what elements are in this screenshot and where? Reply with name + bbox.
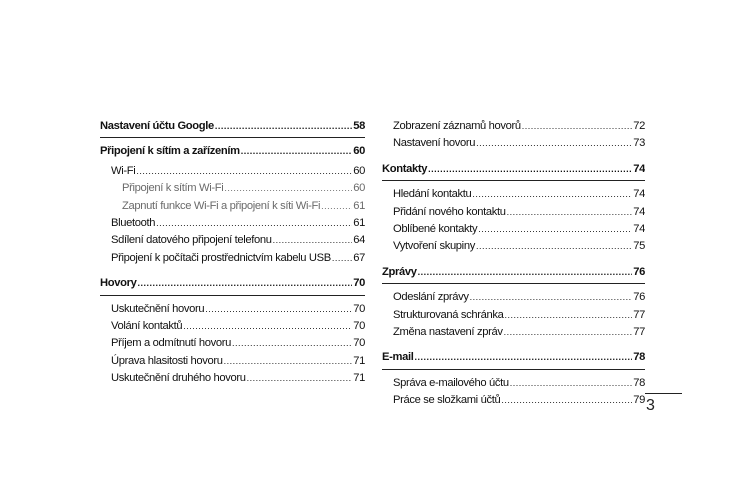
toc-item[interactable] <box>100 163 365 180</box>
toc-item-page: 61 <box>353 216 365 229</box>
toc-item-page: 78 <box>633 376 645 389</box>
toc-entry-page: 74 <box>633 162 645 175</box>
toc-item-page: 74 <box>633 205 645 218</box>
toc-item[interactable] <box>382 204 645 221</box>
toc-section-contacts[interactable] <box>382 161 645 178</box>
toc-item-title: Připojení k počítači prostřednictvím kabelu USB <box>111 251 331 264</box>
toc-item-title: Nastavení hovoru <box>393 137 476 150</box>
toc-item[interactable] <box>382 221 645 238</box>
toc-item-page: 71 <box>353 354 365 367</box>
toc-item-page: 77 <box>633 308 645 321</box>
toc-item[interactable] <box>100 318 365 335</box>
leader-dots <box>510 375 633 392</box>
toc-item-title: Oblíbené kontakty <box>393 222 478 235</box>
leader-dots <box>522 118 632 135</box>
leader-dots <box>472 186 632 203</box>
toc-entry-page: 78 <box>633 351 645 364</box>
toc-subitem-page: 60 <box>353 182 365 195</box>
toc-entry-page: 76 <box>633 265 645 278</box>
toc-item-page: 71 <box>353 372 365 385</box>
leader-dots <box>470 289 633 306</box>
toc-item[interactable] <box>100 301 365 318</box>
toc-item-page: 76 <box>633 291 645 304</box>
toc-item-page: 72 <box>633 120 645 132</box>
toc-item-page: 67 <box>353 251 365 264</box>
toc-item-title: Uskutečnění hovoru <box>111 302 205 315</box>
toc-item[interactable] <box>382 118 645 135</box>
toc-item[interactable] <box>382 238 645 255</box>
toc-item-page: 70 <box>353 337 365 350</box>
leader-dots <box>224 180 352 197</box>
leader-dots <box>232 335 352 352</box>
toc-item[interactable] <box>100 335 365 352</box>
leader-dots <box>504 324 633 341</box>
toc-entry-title: Nastavení účtu Google <box>100 120 214 132</box>
section-divider <box>382 180 645 181</box>
leader-dots <box>418 264 633 281</box>
toc-section-messages[interactable] <box>382 264 645 281</box>
leader-dots <box>414 349 632 366</box>
toc-section-connectivity[interactable] <box>100 143 365 160</box>
leader-dots <box>156 215 352 232</box>
toc-entry-title: Hovory <box>100 277 137 290</box>
leader-dots <box>241 143 353 160</box>
toc-item-page: 75 <box>633 240 645 253</box>
leader-dots <box>504 307 632 324</box>
toc-item-page: 60 <box>353 164 365 177</box>
toc-item-title: Příjem a odmítnutí hovoru <box>111 337 231 350</box>
toc-item-title: Vytvoření skupiny <box>393 240 475 253</box>
toc-item[interactable] <box>382 289 645 306</box>
toc-item-title: Strukturovaná schránka <box>393 308 504 321</box>
toc-left-column <box>100 118 365 387</box>
leader-dots <box>321 198 352 215</box>
toc-entry-page: 70 <box>353 277 365 290</box>
leader-dots <box>247 370 353 387</box>
toc-subitem[interactable] <box>100 180 365 197</box>
toc-subitem-title: Zapnutí funkce Wi-Fi a připojení k síti Wi-Fi <box>122 199 321 212</box>
toc-entry-page: 60 <box>353 145 365 158</box>
toc-item-page: 77 <box>633 325 645 338</box>
toc-item[interactable] <box>382 135 645 152</box>
toc-item-title: Odeslání zprávy <box>393 291 469 304</box>
toc-item-title: Volání kontaktů <box>111 319 183 332</box>
leader-dots <box>476 238 632 255</box>
toc-item-title: Zobrazení záznamů hovorů <box>393 120 521 132</box>
toc-item-title: Sdílení datového připojení telefonu <box>111 234 272 247</box>
leader-dots <box>136 163 352 180</box>
leader-dots <box>507 204 633 221</box>
toc-item-title: Bluetooth <box>111 216 156 229</box>
toc-entry-title: E-mail <box>382 351 414 364</box>
toc-item[interactable] <box>382 324 645 341</box>
leader-dots <box>476 135 632 152</box>
toc-item-page: 70 <box>353 302 365 315</box>
toc-item-title: Změna nastavení zpráv <box>393 325 503 338</box>
toc-item-title: Hledání kontaktu <box>393 188 472 201</box>
leader-dots <box>428 161 632 178</box>
toc-item[interactable] <box>100 353 365 370</box>
toc-item[interactable] <box>100 215 365 232</box>
toc-item-page: 70 <box>353 319 365 332</box>
toc-item-page: 74 <box>633 222 645 235</box>
toc-item-title: Wi-Fi <box>111 164 136 177</box>
toc-entry-title: Připojení k sítím a zařízením <box>100 145 240 158</box>
toc-item-page: 64 <box>353 234 365 247</box>
toc-subitem[interactable] <box>100 198 365 215</box>
leader-dots <box>224 353 353 370</box>
leader-dots <box>183 318 352 335</box>
leader-dots <box>273 232 353 249</box>
section-divider <box>100 295 365 296</box>
toc-item[interactable] <box>382 186 645 203</box>
toc-item-title: Práce se složkami účtů <box>393 394 501 407</box>
toc-item-title: Úprava hlasitosti hovoru <box>111 354 223 367</box>
leader-dots <box>478 221 632 238</box>
toc-right-column <box>382 118 645 409</box>
toc-item-title: Uskutečnění druhého hovoru <box>111 372 246 385</box>
toc-item[interactable] <box>100 232 365 249</box>
page-number: 3 <box>646 397 655 414</box>
leader-dots <box>215 118 352 135</box>
toc-section-email[interactable] <box>382 349 645 366</box>
leader-dots <box>205 301 352 318</box>
toc-item-page: 79 <box>633 394 645 407</box>
toc-item-page: 73 <box>633 137 645 150</box>
section-divider <box>382 369 645 370</box>
section-divider <box>382 283 645 284</box>
toc-item[interactable] <box>100 370 365 387</box>
toc-item-title: Přidání nového kontaktu <box>393 205 506 218</box>
toc-item[interactable] <box>100 250 365 267</box>
toc-section-calls[interactable] <box>100 275 365 292</box>
leader-dots <box>137 275 352 292</box>
toc-item[interactable] <box>382 375 645 392</box>
toc-entry-page: 58 <box>353 120 365 132</box>
toc-item-page: 74 <box>633 188 645 201</box>
toc-item[interactable] <box>382 392 645 409</box>
section-divider <box>100 137 365 138</box>
toc-item[interactable] <box>382 307 645 324</box>
toc-subitem-page: 61 <box>353 199 365 212</box>
toc-entry-title: Kontakty <box>382 162 428 175</box>
toc-section-google-account[interactable] <box>100 118 365 135</box>
toc-entry-title: Zprávy <box>382 265 417 278</box>
leader-dots <box>501 392 632 409</box>
toc-subitem-title: Připojení k sítím Wi-Fi <box>122 182 224 195</box>
toc-item-title: Správa e-mailového účtu <box>393 376 509 389</box>
page-number-rule <box>645 393 682 394</box>
leader-dots <box>332 250 352 267</box>
